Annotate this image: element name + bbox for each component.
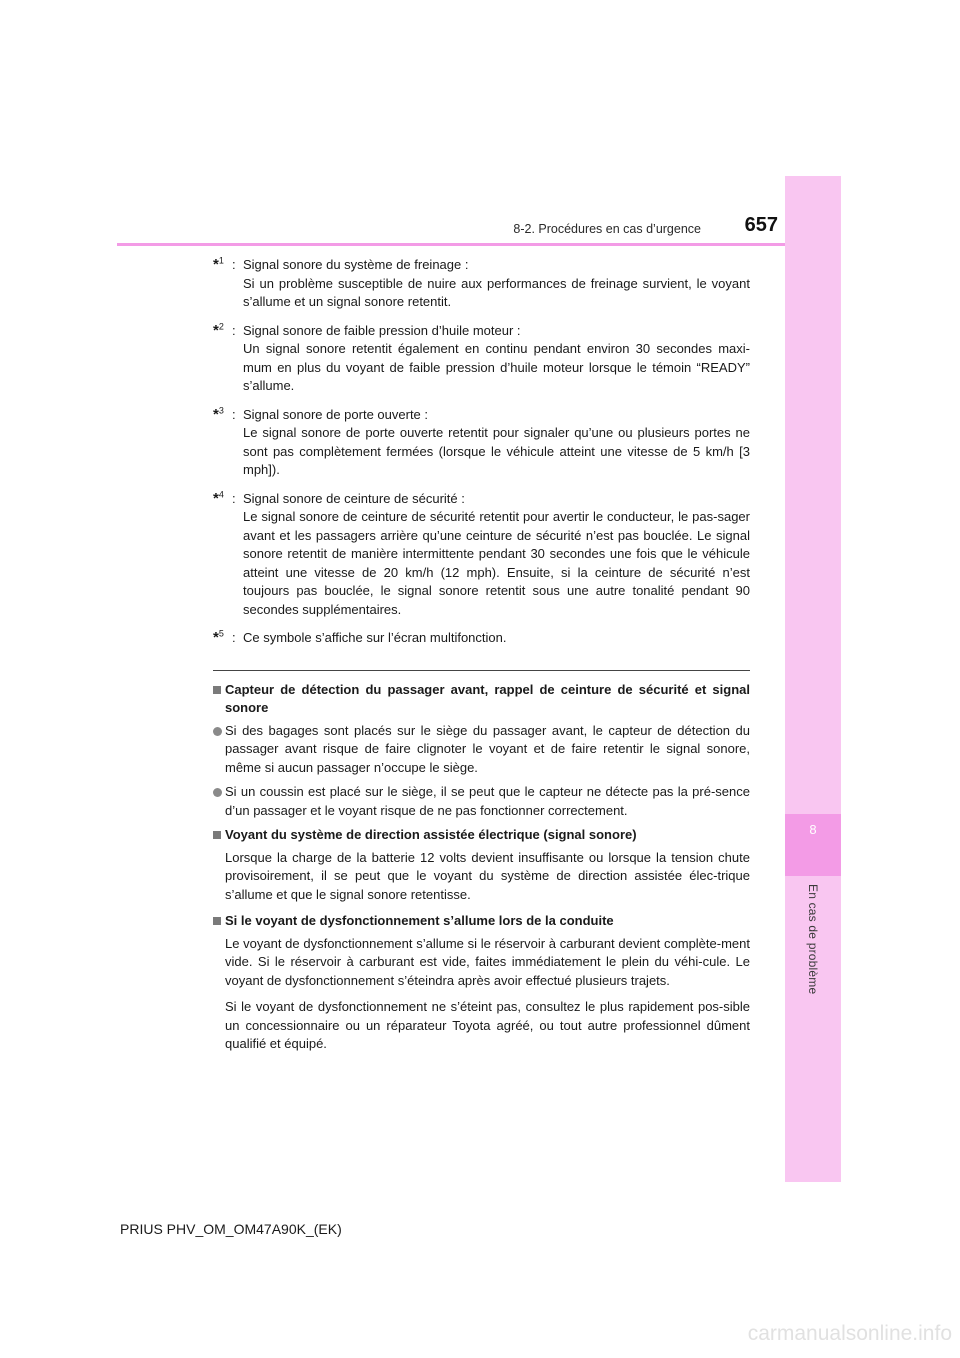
chapter-number: 8 (809, 822, 817, 837)
footnote-3: *$^3$ : Signal sonore de porte ouverte : Le signal sonore de porte ouverte retentit pour signaler qu’une ou plusieurs portes ne sont pas complètement fermées (lorsque le véhicule atteint une vitesse de 5 km/h [3 mph]). (213, 406, 750, 480)
page-number: 657 (744, 214, 778, 236)
paragraph: Le voyant de dysfonctionnement s’allume si le réservoir à carburant devient complète-ment vide. Si le réservoir à carburant est vide, faites immédiatement le plein du véhi-cule. Le voyant de dysfonctionnement s’éteindra après avoir effectué plusieurs trajets. (225, 935, 750, 988)
footnote-title: Signal sonore de porte ouverte : (243, 406, 429, 422)
footnote-marker: *$^2$ (213, 321, 224, 339)
footnote-title: Signal sonore de faible pression d’huile moteur : (243, 322, 521, 338)
circle-bullet-icon (213, 727, 222, 736)
square-bullet-icon (213, 831, 221, 839)
footnote-title: Signal sonore de ceinture de sécurité : (243, 490, 465, 506)
footnote-4: *$^4$ : Signal sonore de ceinture de sécurité : Le signal sonore de ceinture de sécurité retentit pour avertir le conducteur, le pas-sager avant et les passagers arrière qu’une ceinture de sécurité n’est pas bouclée. Le signal sonore retentit de manière intermittente pendant 30 secondes une fois que le véhicule atteint une vitesse de 20 km/h (12 mph). Ensuite, si la ceinture de sécurité n’est toujours pas bouclée, le signal sonore retentit sous une autre tonalité pendant 90 secondes supplémentaires. (213, 490, 750, 620)
chapter-side-tab (785, 176, 841, 1182)
bullet-text: Si des bagages sont placés sur le siège du passager avant, le capteur de détection du passager avant risque de faire clignoter le voyant et de faire retentir le signal sonore, même si aucun passager n’occupe le siège. (225, 722, 750, 775)
chapter-label: En cas de problème (806, 884, 820, 995)
heading-capteur (213, 681, 750, 718)
heading-text: Si le voyant de dysfonctionnement s’allume lors de la conduite (225, 913, 614, 928)
bullet-text: Si un coussin est placé sur le siège, il se peut que le capteur ne détecte pas la pré-sence d’un passager et le voyant risque de ne pas fonctionner correctement. (225, 784, 750, 818)
section-divider (213, 670, 750, 671)
footnote-1: *$^1$ : Signal sonore du système de freinage : Si un problème susceptible de nuire aux performances de freinage survient, le voyant s’allume et un signal sonore retentit. (213, 256, 750, 312)
watermark: carmanualsonline.info (747, 1322, 952, 1345)
footnote-title: Signal sonore du système de freinage : (243, 257, 469, 272)
header-rule (117, 243, 785, 246)
footnote-marker: *$^1$ (213, 255, 224, 273)
page-content (213, 256, 750, 1062)
document-code: PRIUS PHV_OM_OM47A90K_(EK) (120, 1221, 342, 1237)
circle-bullet-icon (213, 788, 222, 797)
footnote-2: *$^2$ : Signal sonore de faible pression d’huile moteur : Un signal sonore retentit également en continu pendant environ 30 secondes maxi-mum en plus du voyant de faible pression d’huile moteur lorsque le témoin “READY” s’allume. (213, 322, 750, 396)
footnote-title: Ce symbole s’affiche sur l’écran multifonction. (243, 630, 507, 645)
footnote-detail: Un signal sonore retentit également en continu pendant environ 30 secondes maxi-mum en plus du voyant de faible pression d’huile moteur lorsque le témoin “READY” s’allume. (243, 341, 750, 393)
paragraph: Si le voyant de dysfonctionnement ne s’éteint pas, consultez le plus rapidement pos-sible un concessionnaire ou un réparateur Toyota agréé, ou tout autre professionnel dûment qualifié et équipé. (225, 999, 750, 1051)
footnote-marker: *$^5$ (213, 628, 224, 646)
footnote-marker: *$^3$ (213, 405, 224, 423)
footnote-detail: Le signal sonore de porte ouverte retentit pour signaler qu’une ou plusieurs portes ne sont pas complètement fermées (lorsque le véhicule atteint une vitesse de 5 km/h [3 mph]). (243, 425, 750, 477)
square-bullet-icon (213, 917, 221, 925)
footnote-detail: Si un problème susceptible de nuire aux performances de freinage survient, le voyant s’allume et un signal sonore retentit. (243, 275, 750, 309)
heading-text: Voyant du système de direction assistée électrique (signal sonore) (225, 827, 637, 842)
bullet-item (213, 722, 750, 778)
paragraph: Lorsque la charge de la batterie 12 volts devient insuffisante ou lorsque la tension chute provisoirement, il se peut que le voyant du système de direction assistée élec-trique s’allume et que le signal sonore retentisse. (225, 849, 750, 902)
section-title: 8-2. Procédures en cas d’urgence (513, 222, 701, 236)
footnote-5: *$^5$ : Ce symbole s’affiche sur l’écran multifonction. (213, 629, 750, 648)
heading-dysfonction (213, 912, 750, 931)
footnote-marker: *$^4$ (213, 489, 224, 507)
footnote-detail: Le signal sonore de ceinture de sécurité retentit pour avertir le conducteur, le pas-sager avant et les passagers arrière qu’une ceinture de sécurité n’est pas bouclée. Le signal sonore retentit de manière intermittente pendant 30 secondes une fois que le véhicule atteint une vitesse de 20 km/h (12 mph). Ensuite, si la ceinture de sécurité n’est toujours pas bouclée, le signal sonore retentit sous une autre tonalité pendant 90 secondes supplémentaires. (243, 509, 750, 617)
heading-direction (213, 826, 750, 845)
bullet-item (213, 783, 750, 820)
heading-text: Capteur de détection du passager avant, rappel de ceinture de sécurité et signal sonore (225, 681, 750, 715)
square-bullet-icon (213, 686, 221, 694)
